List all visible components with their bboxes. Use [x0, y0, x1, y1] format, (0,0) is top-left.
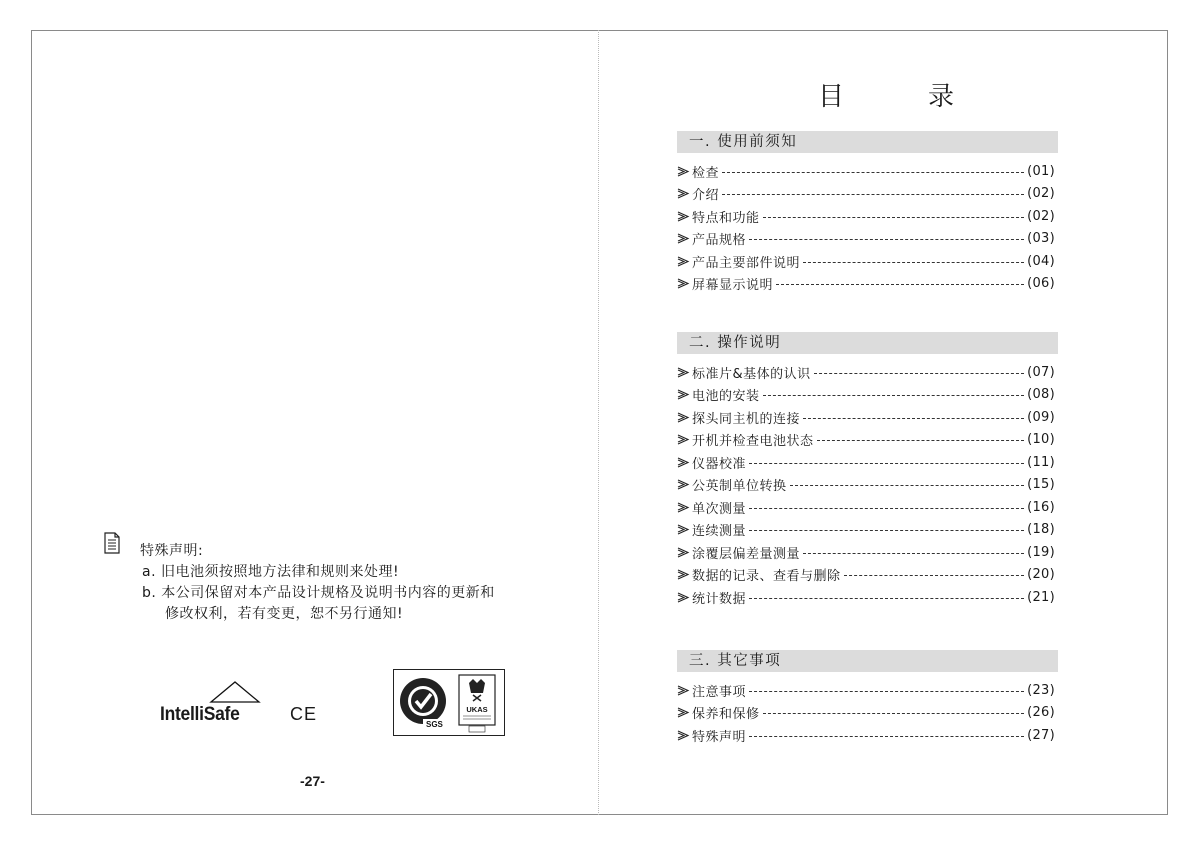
arrow-bullet-icon: [677, 367, 690, 378]
arrow-bullet-icon: [677, 457, 690, 468]
toc-entry: [677, 564, 1055, 587]
toc-entry-label: 注意事项: [692, 684, 747, 700]
toc-leader-dots: [749, 508, 1024, 509]
toc-leader-dots: [817, 440, 1025, 441]
toc-entry-page: (23): [1027, 682, 1055, 698]
toc-entry-page: (07): [1027, 364, 1055, 380]
toc-title-char-2: 录: [928, 82, 955, 112]
sgs-text: SGS: [426, 720, 443, 729]
toc-leader-dots: [749, 736, 1024, 737]
document-icon: [104, 532, 120, 554]
toc-entry-page: (20): [1027, 567, 1055, 583]
toc-entry-label: 数据的记录、查看与删除: [692, 569, 841, 585]
toc-entry: [677, 474, 1055, 497]
toc-section-2-list: [677, 361, 1055, 609]
toc-entry: [677, 702, 1055, 725]
arrow-bullet-icon: [677, 547, 690, 558]
special-notice: [140, 541, 495, 625]
toc-entry: [677, 384, 1055, 407]
toc-title-char-1: 目: [818, 82, 845, 112]
toc-section-2-heading: 二. 操作说明: [677, 332, 1058, 354]
toc-entry-label: 仪器校准: [692, 456, 747, 472]
ce-mark: CE: [290, 704, 318, 724]
toc-entry-label: 屏幕显示说明: [692, 278, 774, 294]
toc-entry-label: 连续测量: [692, 524, 747, 540]
arrow-bullet-icon: [677, 730, 690, 741]
toc-section-1-heading: 一. 使用前须知: [677, 131, 1058, 153]
toc-leader-dots: [844, 575, 1025, 576]
toc-entry: [677, 496, 1055, 519]
toc-entry-label: 探头同主机的连接: [692, 411, 801, 427]
toc-entry-label: 介绍: [692, 188, 720, 204]
arrow-bullet-icon: [677, 569, 690, 580]
toc-entry-label: 保养和保修: [692, 707, 760, 723]
toc-entry: [677, 228, 1055, 251]
toc-entry-page: (16): [1027, 499, 1055, 515]
arrow-bullet-icon: [677, 502, 690, 513]
toc-entry-label: 公英制单位转换: [692, 479, 787, 495]
toc-entry-label: 涂覆层偏差量测量: [692, 546, 801, 562]
page-fold: [598, 30, 599, 815]
toc-entry: [677, 519, 1055, 542]
toc-entry-label: 特殊声明: [692, 729, 747, 745]
toc-entry: [677, 205, 1055, 228]
arrow-bullet-icon: [677, 707, 690, 718]
toc-entry-page: (10): [1027, 432, 1055, 448]
toc-entry-page: (11): [1027, 454, 1055, 470]
toc-leader-dots: [803, 418, 1024, 419]
arrow-bullet-icon: [677, 389, 690, 400]
toc-leader-dots: [790, 485, 1025, 486]
toc-leader-dots: [803, 262, 1024, 263]
toc-title: [818, 76, 955, 113]
toc-leader-dots: [763, 713, 1025, 714]
arrow-bullet-icon: [677, 256, 690, 267]
roof-icon: [209, 680, 261, 704]
toc-entry-page: (09): [1027, 409, 1055, 425]
toc-leader-dots: [749, 239, 1024, 240]
toc-entry: [677, 541, 1055, 564]
toc-entry-page: (03): [1027, 231, 1055, 247]
toc-entry-label: 产品规格: [692, 233, 747, 249]
toc-leader-dots: [763, 395, 1025, 396]
toc-entry-label: 电池的安装: [692, 389, 760, 405]
arrow-bullet-icon: [677, 479, 690, 490]
toc-entry-label: 标准片&基体的认识: [692, 366, 811, 382]
arrow-bullet-icon: [677, 233, 690, 244]
toc-leader-dots: [749, 598, 1024, 599]
notice-item-b-continuation: 修改权利，若有变更，恕不另行通知!: [165, 606, 404, 622]
arrow-bullet-icon: [677, 685, 690, 696]
toc-entry-page: (18): [1027, 522, 1055, 538]
toc-leader-dots: [722, 172, 1024, 173]
toc-entry-page: (06): [1027, 276, 1055, 292]
arrow-bullet-icon: [677, 278, 690, 289]
toc-entry: [677, 273, 1055, 296]
toc-leader-dots: [749, 691, 1024, 692]
toc-entry-page: (27): [1027, 727, 1055, 743]
toc-entry-label: 开机并检查电池状态: [692, 434, 814, 450]
toc-leader-dots: [814, 373, 1024, 374]
toc-entry-page: (08): [1027, 387, 1055, 403]
toc-entry: [677, 183, 1055, 206]
arrow-bullet-icon: [677, 188, 690, 199]
toc-entry-page: (21): [1027, 589, 1055, 605]
intellisafe-wordmark: IntelliSafe: [160, 704, 240, 725]
toc-entry-page: (02): [1027, 186, 1055, 202]
toc-entry: [677, 160, 1055, 183]
toc-entry-page: (01): [1027, 163, 1055, 179]
toc-section-3-list: [677, 679, 1055, 747]
certification-logos: [393, 669, 505, 736]
toc-entry: [677, 250, 1055, 273]
toc-entry-page: (15): [1027, 477, 1055, 493]
toc-leader-dots: [749, 463, 1024, 464]
toc-entry: [677, 586, 1055, 609]
toc-entry-page: (19): [1027, 544, 1055, 560]
arrow-bullet-icon: [677, 166, 690, 177]
toc-entry-label: 统计数据: [692, 591, 747, 607]
toc-entry: [677, 406, 1055, 429]
notice-item-b: b. 本公司保留对本产品设计规格及说明书内容的更新和: [142, 585, 495, 601]
toc-leader-dots: [722, 194, 1024, 195]
toc-entry: [677, 361, 1055, 384]
arrow-bullet-icon: [677, 412, 690, 423]
toc-section-3-heading: 三. 其它事项: [677, 650, 1058, 672]
page-number: -27-: [300, 773, 325, 789]
toc-entry-label: 特点和功能: [692, 210, 760, 226]
arrow-bullet-icon: [677, 592, 690, 603]
intellisafe-logo: [160, 680, 265, 728]
toc-entry-page: (02): [1027, 208, 1055, 224]
toc-leader-dots: [749, 530, 1024, 531]
toc-entry: [677, 451, 1055, 474]
toc-entry-page: (04): [1027, 253, 1055, 269]
ukas-logo: [459, 675, 495, 732]
ukas-text: UKAS: [466, 705, 488, 714]
toc-leader-dots: [776, 284, 1024, 285]
toc-entry: [677, 724, 1055, 747]
toc-entry-label: 检查: [692, 165, 720, 181]
arrow-bullet-icon: [677, 434, 690, 445]
notice-item-a: a. 旧电池须按照地方法律和规则来处理!: [142, 564, 400, 580]
arrow-bullet-icon: [677, 211, 690, 222]
toc-leader-dots: [803, 553, 1024, 554]
toc-leader-dots: [763, 217, 1025, 218]
toc-entry-page: (26): [1027, 705, 1055, 721]
toc-section-1-list: [677, 160, 1055, 295]
arrow-bullet-icon: [677, 524, 690, 535]
toc-entry-label: 产品主要部件说明: [692, 255, 801, 271]
toc-entry: [677, 429, 1055, 452]
toc-entry-label: 单次测量: [692, 501, 747, 517]
notice-title: 特殊声明:: [140, 543, 204, 559]
toc-entry: [677, 679, 1055, 702]
